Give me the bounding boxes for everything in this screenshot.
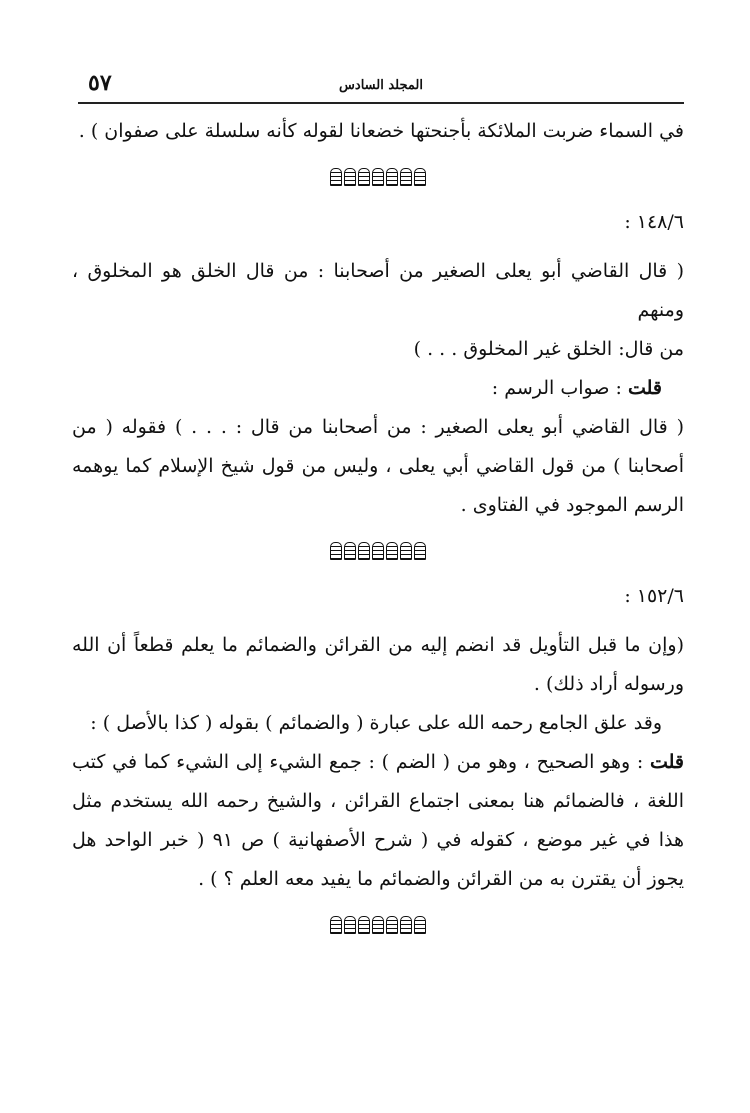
paragraph-4: ( قال القاضي أبو يعلى الصغير : من أصحابنا من قال : . . . ) فقوله ( من أصحابنا ) من قول القاضي أبي يعلى ، وليس من قول شيخ الإسلام كما يوهمه الرسم الموجود في الفتاوى .	[72, 416, 684, 516]
page-number: ٥٧	[88, 70, 112, 96]
reference-148: ١٤٨/٦ :	[624, 211, 684, 233]
paragraph-1: في السماء ضربت الملائكة بأجنحتها خضعانا لقوله كأنه سلسلة على صفوان ) .	[78, 120, 684, 142]
section-divider-ornament-2	[72, 525, 684, 577]
reference-152: ١٥٢/٦ :	[624, 585, 684, 607]
quote-line-1: ( قال القاضي أبو يعلى الصغير من أصحابنا : من قال الخلق هو المخلوق ، ومنهم	[72, 260, 684, 321]
note-text-1: : صواب الرسم :	[491, 377, 628, 399]
paragraph-5: (وإن ما قبل التأويل قد انضم إليه من القرائن والضمائم ما يعلم قطعاً أن الله ورسوله أراد ذلك) .	[72, 634, 684, 695]
page-body	[72, 112, 684, 951]
note-text-2: : وهو الصحيح ، وهو من ( الضم ) : جمع الشيء إلى الشيء كما في كتب اللغة ، فالضمائم هنا بمعنى اجتماع القرائن ، والشيخ رحمه الله يستخدم مثل هذا في غير موضع ، كقوله في ( شرح الأصفهانية ) ص ٩١ ( خبر الواحد هل يجوز أن يقترن به من القرائن والضمائم ما يفيد معه العلم ؟ ) .	[72, 751, 684, 890]
section-divider-ornament-1	[72, 151, 684, 203]
page-header	[78, 70, 684, 104]
section-divider-ornament-3	[72, 899, 684, 951]
volume-title: المجلد السادس	[339, 78, 423, 93]
note-label-1: قلت	[627, 377, 662, 399]
note-1	[72, 369, 684, 408]
paragraph-6: وقد علق الجامع رحمه الله على عبارة ( والضمائم ) بقوله ( كذا بالأصل ) :	[90, 712, 662, 734]
note-label-2: قلت	[649, 751, 684, 773]
note-2	[72, 743, 684, 899]
quote-line-2: من قال: الخلق غير المخلوق . . . )	[413, 338, 684, 360]
